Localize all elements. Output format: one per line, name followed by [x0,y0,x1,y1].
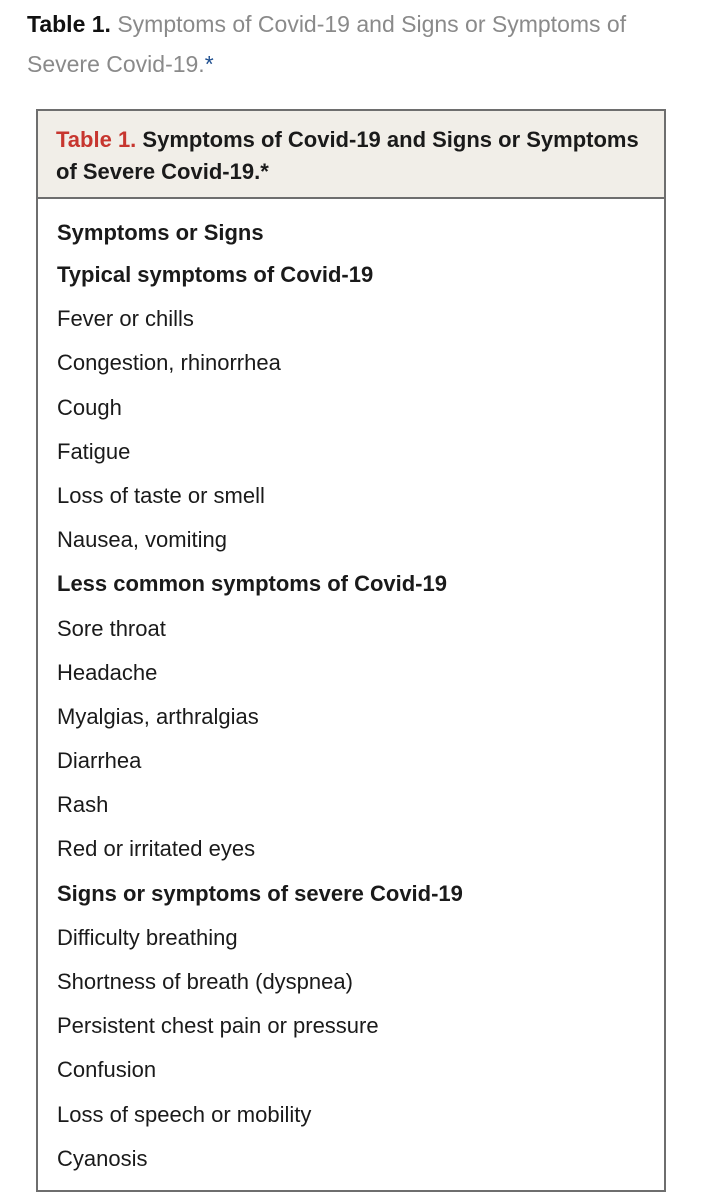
table-section-heading: Less common symptoms of Covid-19 [57,571,447,597]
table-row: Shortness of breath (dyspnea) [57,969,353,994]
table-row: Headache [57,659,158,685]
table-caption [27,4,677,84]
table-title-header [38,111,664,199]
table-row: Rash [57,792,109,818]
table-title-footnote-marker: * [260,159,269,184]
table-row: Persistent chest pain or pressure [57,1013,379,1039]
table-row: Sore throat [57,615,166,641]
table-row: Loss of taste or smell [57,482,265,508]
table-row: Confusion [57,1057,157,1083]
table-row: Cyanosis [57,1145,148,1171]
symptoms-table [36,109,666,1192]
table-row: Diarrhea [57,748,142,774]
table-title-label: Table 1. [56,127,137,152]
caption-text: Symptoms of Covid-19 and Signs or Symptoms of Severe Covid-19. [27,11,627,77]
table-title-text: Symptoms of Covid-19 and Signs or Symptoms of Severe Covid-19. [56,127,639,184]
column-header: Symptoms or Signs [57,220,264,245]
table-row: Myalgias, arthralgias [57,703,259,729]
table-row: Loss of speech or mobility [57,1101,312,1127]
table-row: Red or irritated eyes [57,836,256,862]
table-row: Fever or chills [57,306,194,332]
table-row: Fatigue [57,438,131,464]
table-row: Difficulty breathing [57,924,238,950]
caption-label: Table 1. [27,11,111,37]
table-section-heading: Typical symptoms of Covid-19 [57,262,374,287]
footnote-marker-link[interactable]: * [204,51,214,77]
table-row: Congestion, rhinorrhea [57,350,281,376]
table-row: Cough [57,394,122,420]
table-section-heading: Signs or symptoms of severe Covid-19 [57,880,463,906]
table-row: Nausea, vomiting [57,527,227,553]
table-body [38,201,664,1181]
